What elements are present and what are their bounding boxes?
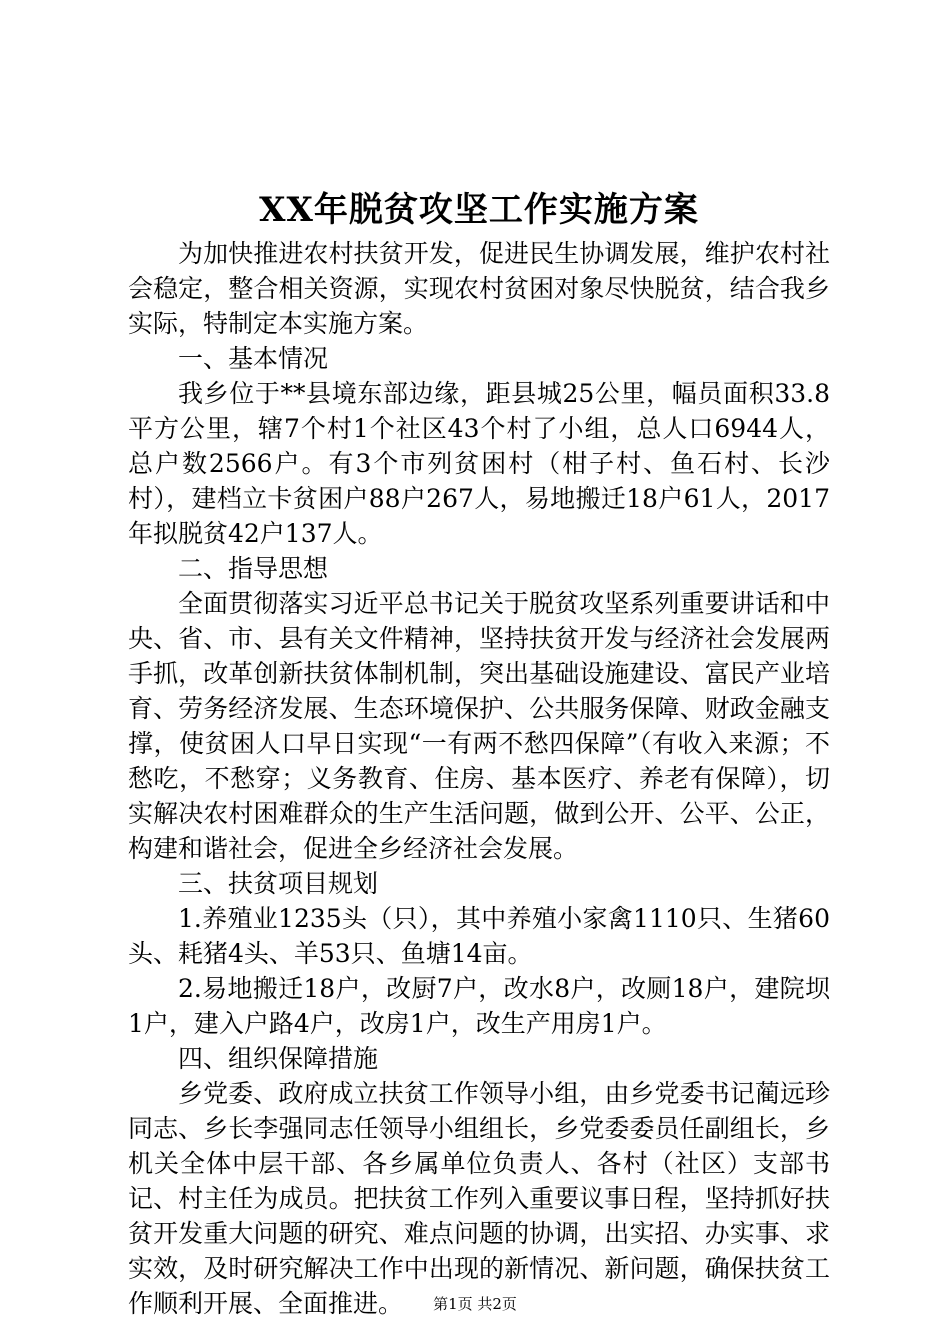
paragraph-project-1: 1.养殖业1235头（只），其中养殖小家禽1110只、生猪60头、耗猪4头、羊53只、鱼塘14亩。 bbox=[128, 904, 830, 968]
section-heading-basic: 一、基本情况 bbox=[178, 344, 329, 373]
section-heading-projects: 三、扶贫项目规划 bbox=[178, 869, 379, 898]
paragraph-project-2: 2.易地搬迁18户，改厨7户，改水8户，改厕18户，建院坝1户，建入户路4户，改房1户，改生产用房1户。 bbox=[128, 974, 830, 1038]
paragraph-guiding: 全面贯彻落实习近平总书记关于脱贫攻坚系列重要讲话和中央、省、市、县有关文件精神，坚持扶贫开发与经济社会发展两手抓，改革创新扶贫体制机制，突出基础设施建设、富民产业培育、劳务经济发展、生态环境保护、公共服务保障、财政金融支撑，使贫困人口早日实现“一有两不愁四保障”（有收入来源；不愁吃，不愁穿；义务教育、住房、基本医疗、养老有保障），切实解决农村困难群众的生产生活问题，做到公开、公平、公正，构建和谐社会，促进全乡经济社会发展。 bbox=[128, 589, 830, 863]
paragraph-measures: 乡党委、政府成立扶贫工作领导小组，由乡党委书记蔺远珍同志、乡长李强同志任领导小组组长，乡党委委员任副组长，乡机关全体中层干部、各乡属单位负责人、各村（社区）支部书记、村主任为成员。把扶贫工作列入重要议事日程，坚持抓好扶贫开发重大问题的研究、难点问题的协调，出实招、办实事、求实效，及时研究解决工作中出现的新情况、新问题，确保扶贫工作顺利开展、全面推进。 bbox=[128, 1079, 830, 1318]
paragraph-intro: 为加快推进农村扶贫开发，促进民生协调发展，维护农村社会稳定，整合相关资源，实现农村贫困对象尽快脱贫，结合我乡实际，特制定本实施方案。 bbox=[128, 239, 830, 338]
section-heading-guiding: 二、指导思想 bbox=[178, 554, 329, 583]
paragraph-basic: 我乡位于**县境东部边缘，距县城25公里，幅员面积33.8平方公里，辖7个村1个社区43个村了小组，总人口6944人，总户数2566户。有3个市列贫困村（柑子村、鱼石村、长沙村），建档立卡贫困户88户267人，易地搬迁18户61人，2017年拟脱贫42户137人。 bbox=[128, 379, 830, 548]
document-title: XX年脱贫攻坚工作实施方案 bbox=[259, 190, 699, 230]
section-heading-measures: 四、组织保障措施 bbox=[178, 1044, 379, 1073]
page-number: 第1页 共2页 bbox=[433, 1295, 517, 1313]
document-body bbox=[128, 236, 830, 1321]
